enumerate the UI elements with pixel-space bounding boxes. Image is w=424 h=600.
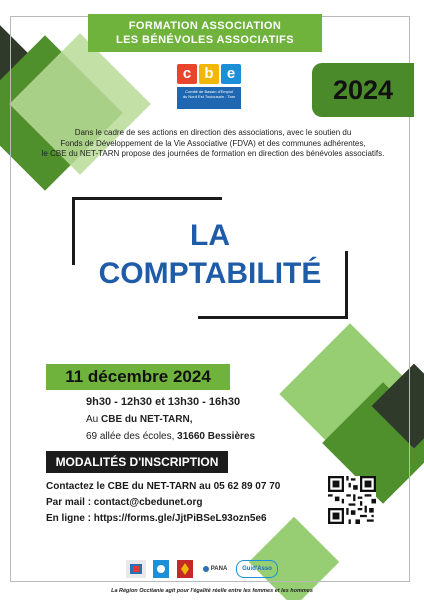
year-badge: 2024 <box>312 63 414 117</box>
partner-logo-fdva <box>126 560 146 578</box>
registration-contact <box>46 479 280 527</box>
registration-heading: MODALITÉS D'INSCRIPTION <box>46 451 228 473</box>
cbe-logo <box>177 64 241 112</box>
logo-letter-b: b <box>199 64 219 84</box>
partner-logo-guidasso: Guid'Asso <box>236 560 278 578</box>
event-address: 69 allée des écoles, 31660 Bessières <box>86 431 256 442</box>
title-block <box>72 197 348 319</box>
title-line-1: LA <box>190 219 230 252</box>
contact-online-form[interactable]: En ligne : https://forms.gle/JjtPiBSeL93ozn5e6 <box>46 513 267 524</box>
qr-code[interactable] <box>328 476 376 524</box>
logo-letter-e: e <box>221 64 241 84</box>
footer-note: La Région Occitanie agit pour l'égalité réelle entre les femmes et les hommes <box>111 588 313 594</box>
logo-caption: Comité de Bassin d'Emploi du Nord Est Toulousain - Tarn <box>177 87 241 109</box>
contact-mail[interactable]: Par mail : contact@cbedunet.org <box>46 497 203 508</box>
partner-logo-region <box>152 560 170 578</box>
header-line-2: LES BÉNÉVOLES ASSOCIATIFS <box>115 34 295 46</box>
event-date: 11 décembre 2024 <box>46 364 230 390</box>
logo-letter-c: c <box>177 64 197 84</box>
event-details <box>86 394 255 445</box>
partner-logo-occitanie <box>176 560 194 578</box>
intro-text: Dans le cadre de ses actions en direction des associations, avec le soutien du Fonds de Développement de la Vie Associative (FDVA) et des communes adhérentes, le CBE du NET-TARN propose des journées de formation en direction des bénévoles associatifs. <box>41 128 385 158</box>
title-line-2: COMPTABILITÉ <box>98 257 322 290</box>
header-line-1: FORMATION ASSOCIATION <box>128 20 282 32</box>
event-place: Au CBE du NET-TARN, <box>86 414 193 425</box>
header-banner <box>88 14 322 52</box>
partner-logo-pana: PANA <box>200 560 230 578</box>
event-hours: 9h30 - 12h30 et 13h30 - 16h30 <box>86 396 241 408</box>
pana-icon <box>203 566 209 572</box>
partner-logos <box>126 558 296 580</box>
contact-phone: Contactez le CBE du NET-TARN au 05 62 89 07 70 <box>46 481 281 492</box>
